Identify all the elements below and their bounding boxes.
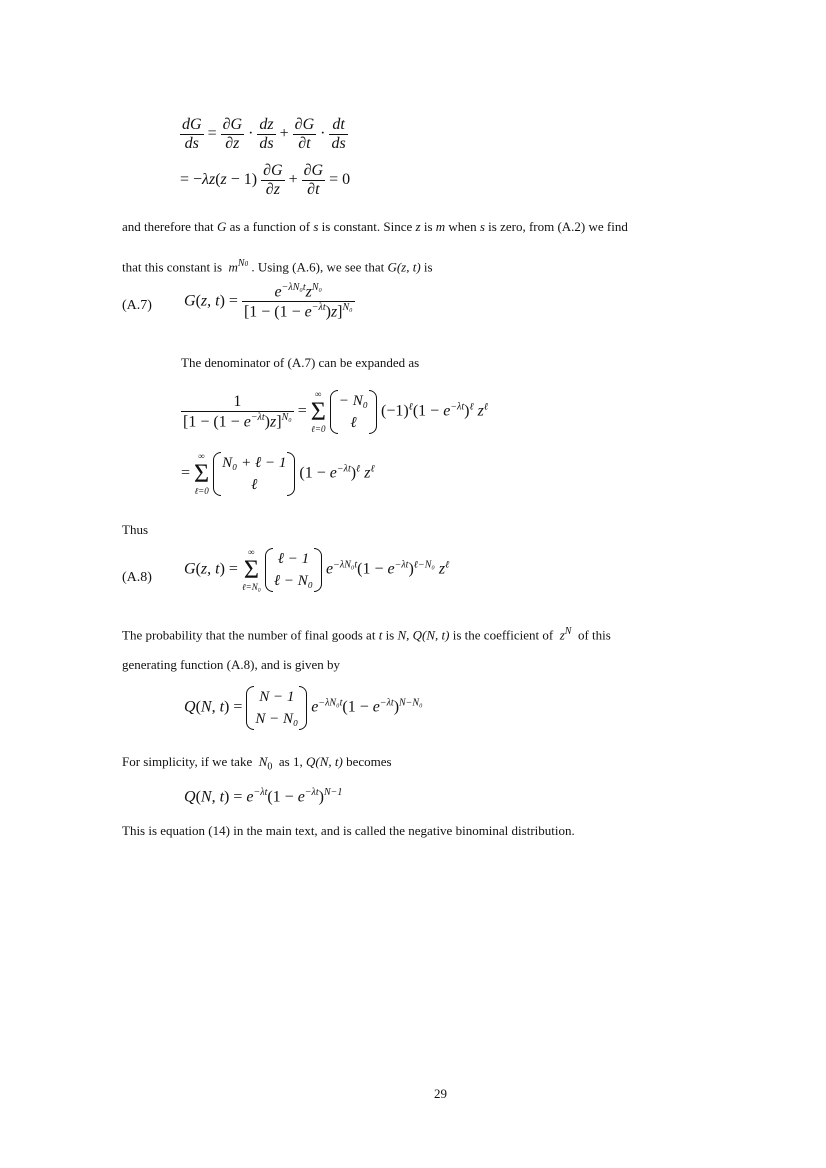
thus-label: Thus xyxy=(122,522,148,537)
equation-dG-ds-line2: = −λz(z − 1) $\frac{\partial G}{\partial z}$ + $\frac{\partial G}{\partial t}$ = 0 xyxy=(180,162,351,198)
paragraph-3: The denominator of (A.7) can be expanded as xyxy=(181,355,420,370)
paragraph-5: generating function (A.8), and is given by xyxy=(122,657,341,672)
equation-label-a8: (A.8) xyxy=(122,570,152,585)
paragraph-1: and therefore that G as a function of s is constant. Since z is m when s is zero, from (A.2) we find xyxy=(122,219,628,234)
paragraph-2: that this constant is $m^{N0}$ . Using (A.6), we see that G(z, t) is xyxy=(122,258,433,275)
paragraph-6: For simplicity, if we take $N_0$ as 1, Q(N, t) becomes xyxy=(122,754,392,773)
equation-label-a7: (A.7) xyxy=(122,298,152,313)
equation-q-nt: Q(N, t) = N − 1 N − N₀ $e^{-\lambda N_0t}(1 - e^{-\lambda t})^{N-N_0}$ xyxy=(184,686,423,730)
paragraph-4: The probability that the number of final goods at t is N, Q(N, t) is the coefficient of $z^N$ of this xyxy=(122,626,611,643)
equation-a8: G(z, t) = ∞ Σ ℓ=N₀ ℓ − 1 ℓ − N₀ $e^{-\lambda N_0t}(1 - e^{-\lambda t})^{\ell-N_0}$ $z^\ell$ xyxy=(184,547,450,592)
equation-q-simplified: Q(N, $t) = e^{-\lambda t}(1 - e^{-\lambda t})^{N-1}$ xyxy=(184,787,343,806)
equation-a7: G(z, t) = $\frac{e^{-\lambda N_0t}z^{N_0}}{[1 - (1 - e^{-\lambda t})z]^{N_0}}$ xyxy=(184,282,353,321)
equation-dG-ds: $\frac{dG}{ds}$ = $\frac{\partial G}{\partial z}$ · $\frac{dz}{ds}$ + $\frac{\partial G}{\partial t}$ · $\frac{dt}{ds}$ xyxy=(182,116,346,152)
paragraph-7: This is equation (14) in the main text, and is called the negative binominal distribution. xyxy=(122,823,575,838)
equation-expansion-line2: = ∞ Σ ℓ=0 N₀ + ℓ − 1 ℓ $(1 - e^{-\lambda t})^\ell$ $z^\ell$ xyxy=(181,451,375,496)
page-number: 29 xyxy=(434,1086,447,1101)
equation-expansion: $\frac{1}{[1 - (1 - e^{-\lambda t})z]^{N_0}}$ = ∞ Σ ℓ=0 − N₀ ℓ $(-1)^\ell(1 - e^{-\lambda t})^\ell$ $z^\ell$ xyxy=(183,389,489,434)
